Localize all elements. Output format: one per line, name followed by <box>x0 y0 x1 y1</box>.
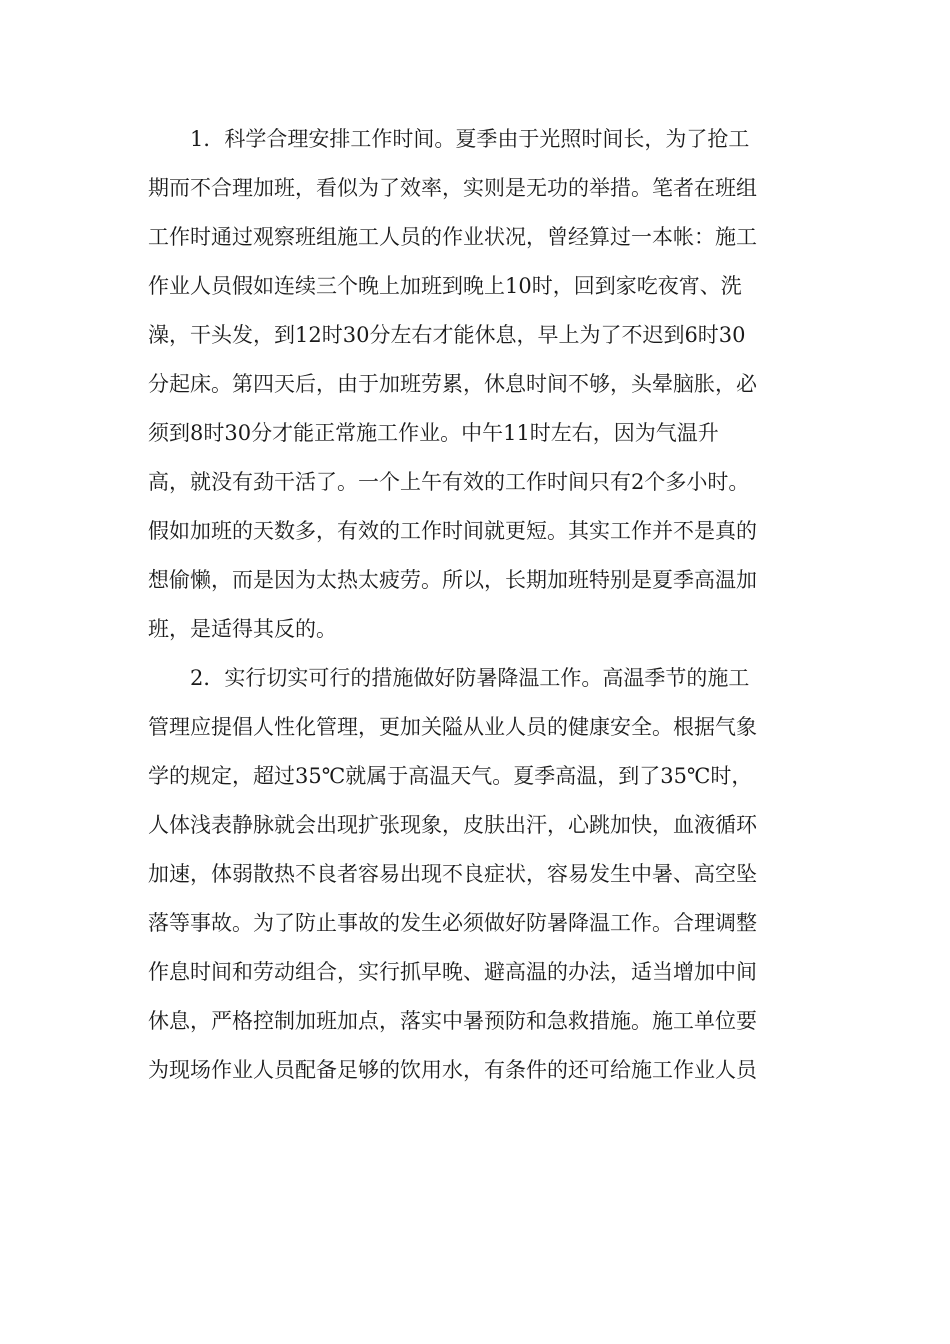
text-line: 作业人员假如连续三个晚上加班到晚上10时，回到家吃夜宵、洗 <box>148 274 742 298</box>
text-line: 须到8时30分才能正常施工作业。中午11时左右，因为气温升 <box>148 421 719 445</box>
paragraph-1 <box>148 115 798 654</box>
text-line: 休息，严格控制加班加点，落实中暑预防和急救措施。施工单位要 <box>148 1009 757 1033</box>
text-line: 工作时通过观察班组施工人员的作业状况，曾经算过一本帐：施工 <box>148 225 757 249</box>
text-line: 人体浅表静脉就会出现扩张现象，皮肤出汗，心跳加快，血液循环 <box>148 813 757 837</box>
text-line: 想偷懒，而是因为太热太疲劳。所以，长期加班特别是夏季高温加 <box>148 568 757 592</box>
text-line: 为现场作业人员配备足够的饮用水，有条件的还可给施工作业人员 <box>148 1058 757 1082</box>
text-line: 落等事故。为了防止事故的发生必须做好防暑降温工作。合理调整 <box>148 911 757 935</box>
text-line: 假如加班的天数多，有效的工作时间就更短。其实工作并不是真的 <box>148 519 757 543</box>
text-line: 作息时间和劳动组合，实行抓早晚、避高温的办法，适当增加中间 <box>148 960 757 984</box>
text-line: 学的规定，超过35℃就属于高温天气。夏季高温，到了35℃时， <box>148 764 753 788</box>
paragraph-2 <box>148 654 798 1095</box>
text-line: 2．实行切实可行的措施做好防暑降温工作。高温季节的施工 <box>190 666 750 690</box>
text-line: 期而不合理加班，看似为了效率，实则是无功的举措。笔者在班组 <box>148 176 757 200</box>
text-line: 澡，干头发，到12时30分左右才能休息，早上为了不迟到6时30 <box>148 323 746 347</box>
text-line: 1．科学合理安排工作时间。夏季由于光照时间长，为了抢工 <box>190 127 750 151</box>
body-text <box>148 115 798 1095</box>
text-line: 管理应提倡人性化管理，更加关隘从业人员的健康安全。根据气象 <box>148 715 757 739</box>
text-line: 加速，体弱散热不良者容易出现不良症状，容易发生中暑、高空坠 <box>148 862 757 886</box>
text-line: 高，就没有劲干活了。一个上午有效的工作时间只有2个多小时。 <box>148 470 750 494</box>
text-line: 班，是适得其反的。 <box>148 617 337 641</box>
text-line: 分起床。第四天后，由于加班劳累，休息时间不够，头晕脑胀，必 <box>148 372 757 396</box>
